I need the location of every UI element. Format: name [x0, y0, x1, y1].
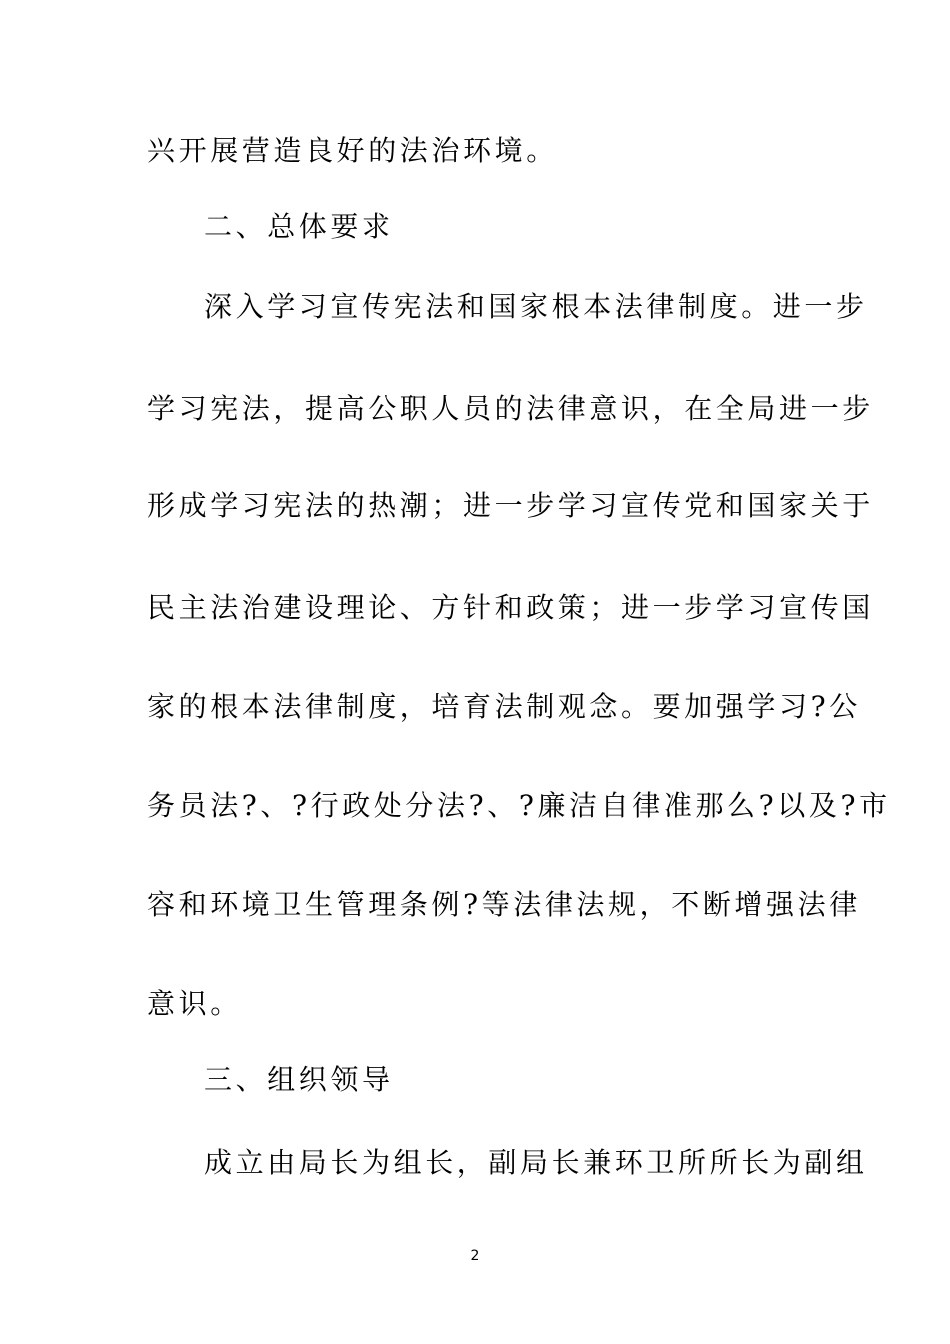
- text-line-5: 形成学习宪法的热潮；进一步学习宣传党和国家关于: [147, 489, 874, 522]
- text-line-8: 务员法?、?行政处分法?、?廉洁自律准那么?以及?市: [147, 789, 891, 822]
- text-line-7: 家的根本法律制度，培育法制观念。要加强学习?公: [147, 690, 861, 723]
- text-line-3: 深入学习宣传宪法和国家根本法律制度。进一步: [204, 290, 868, 323]
- page-number: 2: [470, 1248, 480, 1264]
- text-line-6: 民主法治建设理论、方针和政策；进一步学习宣传国: [147, 591, 874, 624]
- section-heading-2: 二、总体要求: [204, 210, 394, 243]
- text-line-10: 意识。: [147, 987, 242, 1020]
- text-line-9: 容和环境卫生管理条例?等法律法规，不断增强法律: [147, 888, 861, 921]
- text-line-1: 兴开展营造良好的法治环境。: [147, 134, 558, 167]
- text-line-4: 学习宪法，提高公职人员的法律意识，在全局进一步: [147, 392, 874, 425]
- section-heading-3: 三、组织领导: [204, 1063, 394, 1096]
- text-line-12: 成立由局长为组长，副局长兼环卫所所长为副组: [204, 1146, 868, 1179]
